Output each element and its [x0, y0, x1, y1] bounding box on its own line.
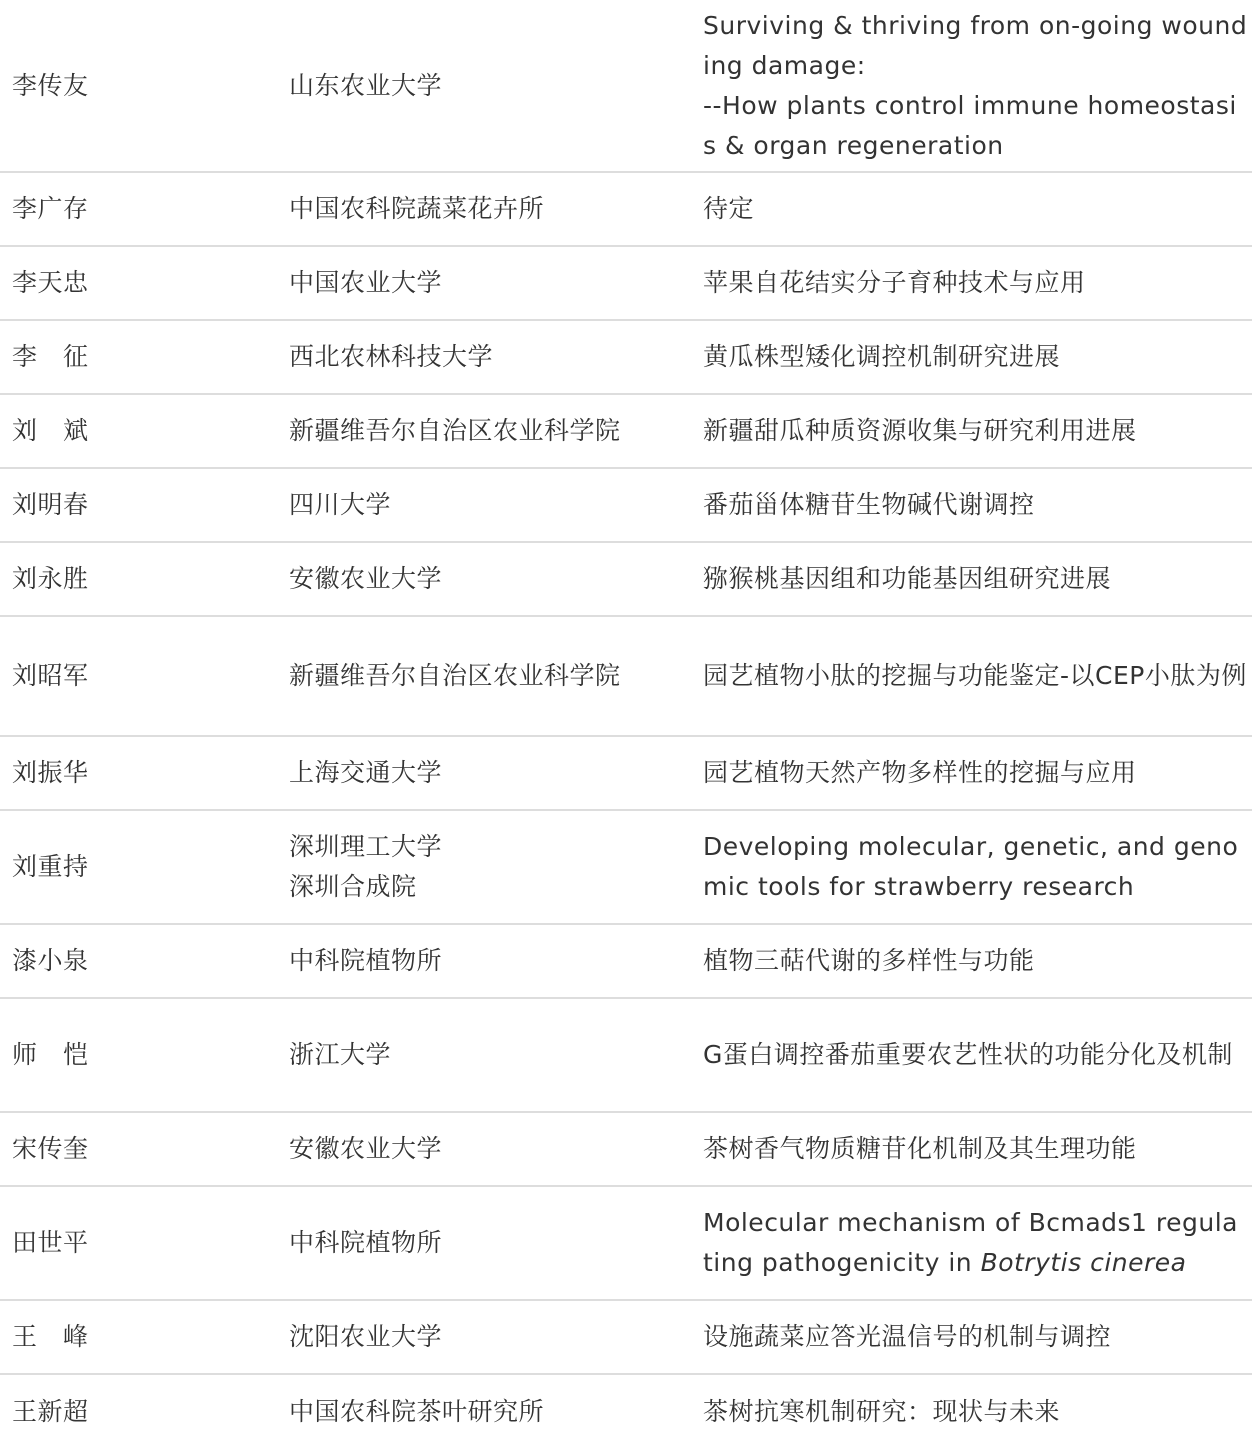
talk-topic: 待定	[703, 194, 755, 223]
speaker-name: 刘 斌	[12, 416, 89, 445]
table-row	[0, 542, 1252, 616]
talk-topic: 黄瓜株型矮化调控机制研究进展	[703, 342, 1061, 371]
speaker-name: 刘昭军	[12, 661, 89, 690]
institution: 山东农业大学	[289, 70, 443, 100]
institution: 西北农林科技大学	[289, 342, 494, 371]
table-row	[0, 0, 1252, 172]
table-row	[0, 246, 1252, 320]
speaker-name: 田世平	[12, 1228, 89, 1257]
talk-topic: 设施蔬菜应答光温信号的机制与调控	[703, 1322, 1112, 1351]
talk-topic: 猕猴桃基因组和功能基因组研究进展	[703, 564, 1112, 593]
table-row	[0, 1112, 1252, 1186]
table-row	[0, 736, 1252, 810]
institution: 中科院植物所	[289, 1228, 443, 1257]
institution: 中国农科院茶叶研究所	[289, 1396, 545, 1426]
speaker-name: 李 征	[12, 342, 89, 371]
table-row	[0, 394, 1252, 468]
speaker-name: 李传友	[12, 70, 89, 100]
talk-topic: 植物三萜代谢的多样性与功能	[703, 946, 1035, 975]
speaker-name: 王 峰	[12, 1322, 89, 1351]
institution: 中国农业大学	[289, 268, 443, 297]
talk-topic: 新疆甜瓜种质资源收集与研究利用进展	[703, 416, 1137, 445]
talk-topic: 番茄甾体糖苷生物碱代谢调控	[703, 490, 1035, 519]
table-row	[0, 468, 1252, 542]
talk-topic: G蛋白调控番茄重要农艺性状的功能分化及机制	[703, 1040, 1233, 1069]
talk-topic: 茶树香气物质糖苷化机制及其生理功能	[703, 1134, 1137, 1163]
table-row	[0, 810, 1252, 924]
table-row	[0, 172, 1252, 246]
institution: 中科院植物所	[289, 946, 443, 975]
species-name: Botrytis cinerea	[980, 1248, 1187, 1277]
speaker-name: 刘重持	[12, 852, 89, 881]
speaker-name: 宋传奎	[12, 1134, 89, 1163]
table-row	[0, 616, 1252, 736]
table-row	[0, 998, 1252, 1112]
institution: 新疆维吾尔自治区农业科学院	[289, 416, 621, 445]
institution: 安徽农业大学	[289, 564, 443, 593]
talk-topic: 园艺植物小肽的挖掘与功能鉴定-以CEP小肽为例	[703, 661, 1247, 690]
institution: 中国农科院蔬菜花卉所	[289, 194, 545, 223]
talk-topic	[691, 1186, 1252, 1300]
talk-topic: 茶树抗寒机制研究：现状与未来	[703, 1396, 1061, 1426]
speaker-name: 漆小泉	[12, 946, 89, 975]
topic-text: Molecular mechanism of Bcmads1 regulating pathogenicity in	[703, 1208, 1238, 1277]
table-row	[0, 1300, 1252, 1374]
talk-topic: 苹果自花结实分子育种技术与应用	[703, 268, 1086, 297]
table-row	[0, 320, 1252, 394]
institution: 新疆维吾尔自治区农业科学院	[289, 661, 621, 690]
institution: 四川大学	[289, 490, 392, 519]
talk-topic: Developing molecular, genetic, and genomic tools for strawberry research	[703, 832, 1239, 901]
speaker-name: 刘振华	[12, 758, 89, 787]
institution: 浙江大学	[289, 1040, 392, 1069]
table-row	[0, 1186, 1252, 1300]
table-row	[0, 924, 1252, 998]
speaker-name: 刘明春	[12, 490, 89, 519]
institution: 上海交通大学	[289, 758, 443, 787]
talk-topic: Surviving & thriving from on-going wounding damage: --How plants control immune homeostasis & organ regeneration	[703, 10, 1248, 160]
talk-topic: 园艺植物天然产物多样性的挖掘与应用	[703, 758, 1137, 787]
speaker-name: 李广存	[12, 194, 89, 223]
institution: 深圳理工大学 深圳合成院	[289, 832, 443, 901]
speaker-name: 刘永胜	[12, 564, 89, 593]
speaker-name: 李天忠	[12, 268, 89, 297]
speaker-name: 师 恺	[12, 1040, 89, 1069]
institution: 沈阳农业大学	[289, 1322, 443, 1351]
institution: 安徽农业大学	[289, 1134, 443, 1163]
speaker-name: 王新超	[12, 1396, 89, 1426]
table-row	[0, 1374, 1252, 1448]
